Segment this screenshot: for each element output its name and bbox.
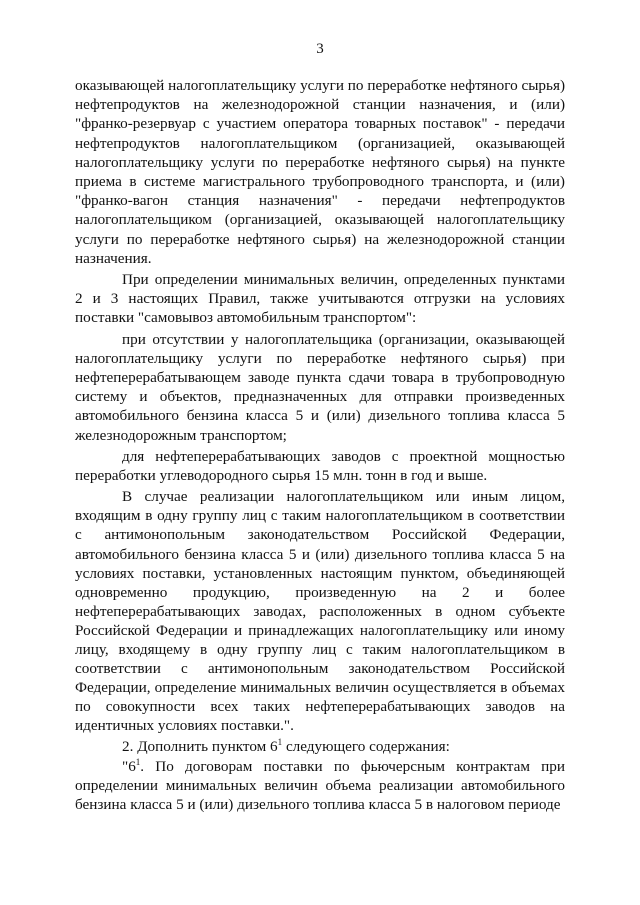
paragraph-refinery-capacity: для нефтеперерабатывающих заводов с проектной мощностью переработки углеводородного сырья 15 млн. тонн в год и выше. xyxy=(75,447,565,485)
paragraph-minimal-values: При определении минимальных величин, определенных пунктами 2 и 3 настоящих Правил, также учитываются отгрузки на условиях поставки "самовывоз автомобильным транспортом": xyxy=(75,271,565,327)
amendment-text-start: 2. Дополнить пунктом 6 xyxy=(122,738,278,756)
superscript-one: 1 xyxy=(277,737,283,748)
point-number: "6 xyxy=(122,757,136,775)
paragraph-group-sales: В случае реализации налогоплательщиком или иным лицом, входящим в одну группу лиц с таким налогоплательщиком в соответствии с антимонопольным законодательством Российской Федерации, автомобильного бензина класса 5 и (или) дизельного топлива класса 5 на условиях поставки, установленных настоящим пунктом, объединяющей одновременно продукцию, произведенную на 2 и более нефтеперерабатывающих заводах, расположенных в одном субъекте Российской Федерации и принадлежащих налогоплательщику или иному лицу, входящему в одну группу лиц с таким налогоплательщиком в соответствии с антимонопольным законодательством Российской Федерации, определение минимальных величин осуществляется в объемах по совокупности всех таких нефтеперерабатывающих заводов на идентичных условиях поставки.". xyxy=(75,488,565,735)
paragraph-continuation: оказывающей налогоплательщику услуги по переработке нефтяного сырья) нефтепродуктов на железнодорожной станции назначения, и (или) "франко-резервуар с участием оператора товарных поставок" - передачи нефтепродуктов налогоплательщиком (организацией, оказывающей налогоплательщику услуги по переработке нефтяного сырья) на пункте приема в системе магистрального трубопроводного транспорта, и (или) "франко-вагон станция назначения" - передачи нефтепродуктов налогоплательщиком (организацией, оказывающей налогоплательщику услуги по переработке нефтяного сырья) на железнодорожной станции назначения. xyxy=(75,77,565,267)
paragraph-futures-contracts xyxy=(75,757,565,815)
superscript-one: 1 xyxy=(135,756,141,767)
futures-text: . По договорам поставки по фьючерсным контрактам при определении минимальных величин объема реализации автомобильного бензина класса 5 и (или) дизельного топлива класса 5 в налоговом периоде xyxy=(75,757,565,814)
page-number: 3 xyxy=(316,41,324,57)
paragraph-absence-condition: при отсутствии у налогоплательщика (организации, оказывающей налогоплательщику услуги по переработке нефтяного сырья) при нефтеперерабатывающем заводе пункта сдачи товара в трубопроводную систему и объектов, предназначенных для отправки произведенных автомобильного бензина класса 5 и (или) дизельного топлива класса 5 железнодорожным транспортом; xyxy=(75,330,565,444)
paragraph-amendment-item xyxy=(75,737,565,756)
document-body xyxy=(75,76,565,814)
amendment-text-end: следующего содержания: xyxy=(282,738,450,756)
